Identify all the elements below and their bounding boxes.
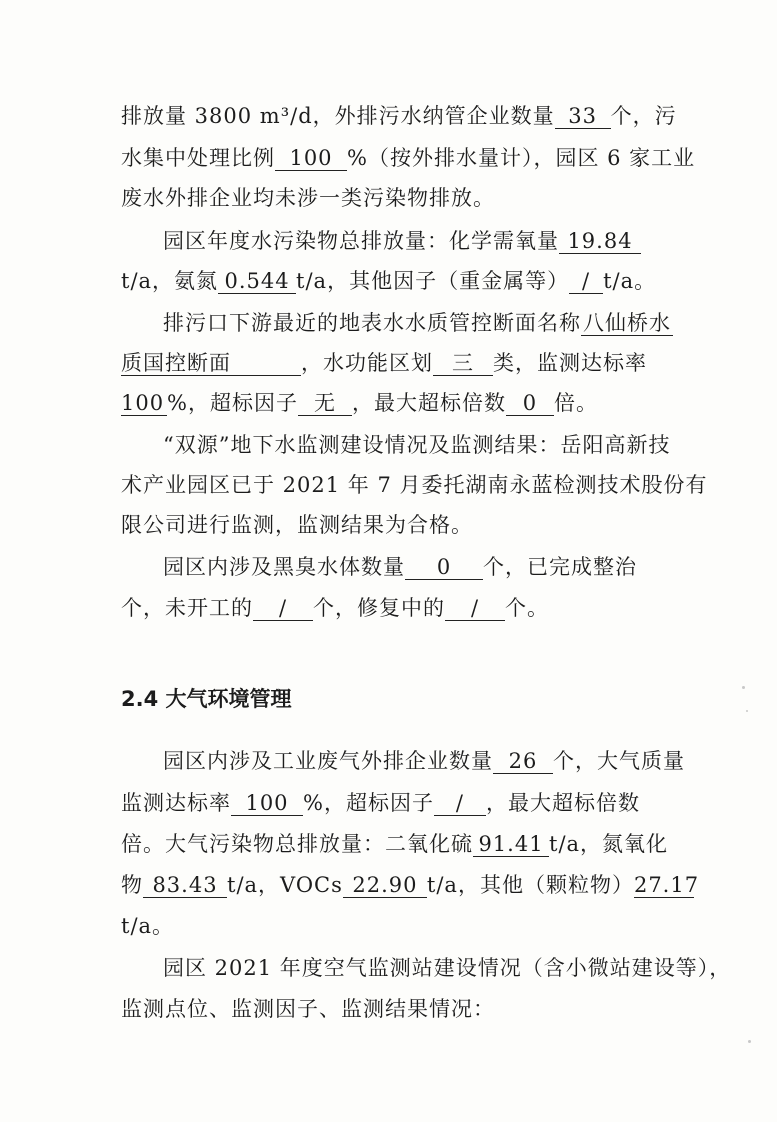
water-line-11: 限公司进行监测，监测结果为合格。	[121, 513, 473, 537]
water-line-10: 术产业园区已于 2021 年 7 月委托湖南永蓝检测技术股份有	[121, 473, 708, 497]
filled-value: 91.41	[473, 832, 549, 857]
filled-value: 100	[121, 391, 167, 416]
text: 监测达标率	[121, 791, 231, 815]
filled-value: 100	[231, 791, 303, 816]
text: 园区年度水污染物总排放量：化学需氧量	[163, 229, 559, 253]
filled-value: 27.17	[633, 873, 700, 897]
air-line-1	[163, 746, 683, 776]
filled-value: 26	[493, 749, 553, 774]
air-line-3	[121, 829, 681, 859]
filled-value: 八仙桥水	[583, 311, 671, 335]
text: t/a，其他（颗粒物）	[426, 873, 634, 897]
water-line-1	[121, 101, 681, 131]
text: 排污口下游最近的地表水水质管控断面名称	[163, 311, 581, 335]
scan-speck	[748, 1040, 751, 1043]
text: 倍。大气污染物总排放量：二氧化硫	[121, 832, 473, 856]
air-line-2	[121, 788, 681, 818]
text: t/a，氨氮	[121, 269, 219, 293]
text: 类，监测达标率	[493, 351, 647, 375]
text: 个，大气质量	[553, 749, 685, 773]
text: ，最大超标倍数	[351, 391, 506, 415]
filled-value: 0	[405, 555, 483, 580]
filled-value: /	[569, 269, 603, 294]
text: t/a，VOCs	[227, 873, 343, 897]
text: 个，污	[610, 104, 677, 128]
text: %，超标因子	[303, 791, 434, 815]
water-line-4	[163, 226, 683, 256]
section-heading: 2.4 大气环境管理	[121, 687, 292, 711]
filled-value: 100	[275, 146, 347, 171]
filled-value: 三	[433, 351, 493, 376]
scan-speck	[746, 710, 748, 712]
scan-speck	[742, 686, 745, 689]
filled-value: 33	[555, 104, 611, 129]
text: 水集中处理比例	[121, 146, 275, 170]
text: t/a，其他因子（重金属等）	[296, 269, 570, 293]
text: ，最大超标倍数	[485, 791, 640, 815]
air-line-5: t/a。	[121, 914, 175, 938]
filled-value: 19.84	[559, 229, 641, 254]
text: 个，已完成整治	[483, 555, 637, 579]
water-line-3: 废水外排企业均未涉一类污染物排放。	[121, 186, 495, 210]
filled-value: /	[253, 596, 313, 621]
water-line-9: “双源”地下水监测建设情况及监测结果：岳阳高新技	[163, 433, 671, 457]
text: 倍。	[553, 391, 598, 415]
text: 园区内涉及工业废气外排企业数量	[163, 749, 493, 773]
filled-value: 83.43	[143, 873, 227, 898]
water-line-2	[121, 143, 696, 173]
water-line-6	[163, 308, 683, 338]
air-line-6: 园区 2021 年度空气监测站建设情况（含小微站建设等），	[163, 956, 732, 980]
text: 个，未开工的	[121, 596, 253, 620]
water-line-13	[121, 593, 681, 623]
text: 排放量 3800 m³/d，外排污水纳管企业数量	[121, 104, 555, 128]
text: t/a。	[603, 269, 657, 293]
water-line-7	[121, 348, 681, 378]
filled-value: 0	[506, 391, 554, 416]
water-line-5	[121, 266, 681, 296]
filled-value: 22.90	[343, 873, 427, 898]
text: %（按外排水量计），园区 6 家工业	[347, 146, 696, 170]
water-line-8	[121, 388, 681, 418]
filled-value: 0.544	[218, 269, 296, 294]
text: t/a，氮氧化	[549, 832, 669, 856]
filled-value: 质国控断面	[121, 351, 301, 376]
filled-value: /	[445, 596, 505, 621]
text: 物	[121, 873, 143, 897]
air-line-7: 监测点位、监测因子、监测结果情况：	[121, 997, 495, 1021]
filled-value: /	[434, 791, 486, 816]
text: 园区内涉及黑臭水体数量	[163, 555, 405, 579]
text: 个。	[505, 596, 549, 620]
water-line-12	[163, 552, 683, 582]
text: ，水功能区划	[301, 351, 433, 375]
text: %，超标因子	[167, 391, 298, 415]
text: 个，修复中的	[313, 596, 445, 620]
filled-value: 无	[298, 391, 352, 416]
air-line-4	[121, 870, 700, 900]
